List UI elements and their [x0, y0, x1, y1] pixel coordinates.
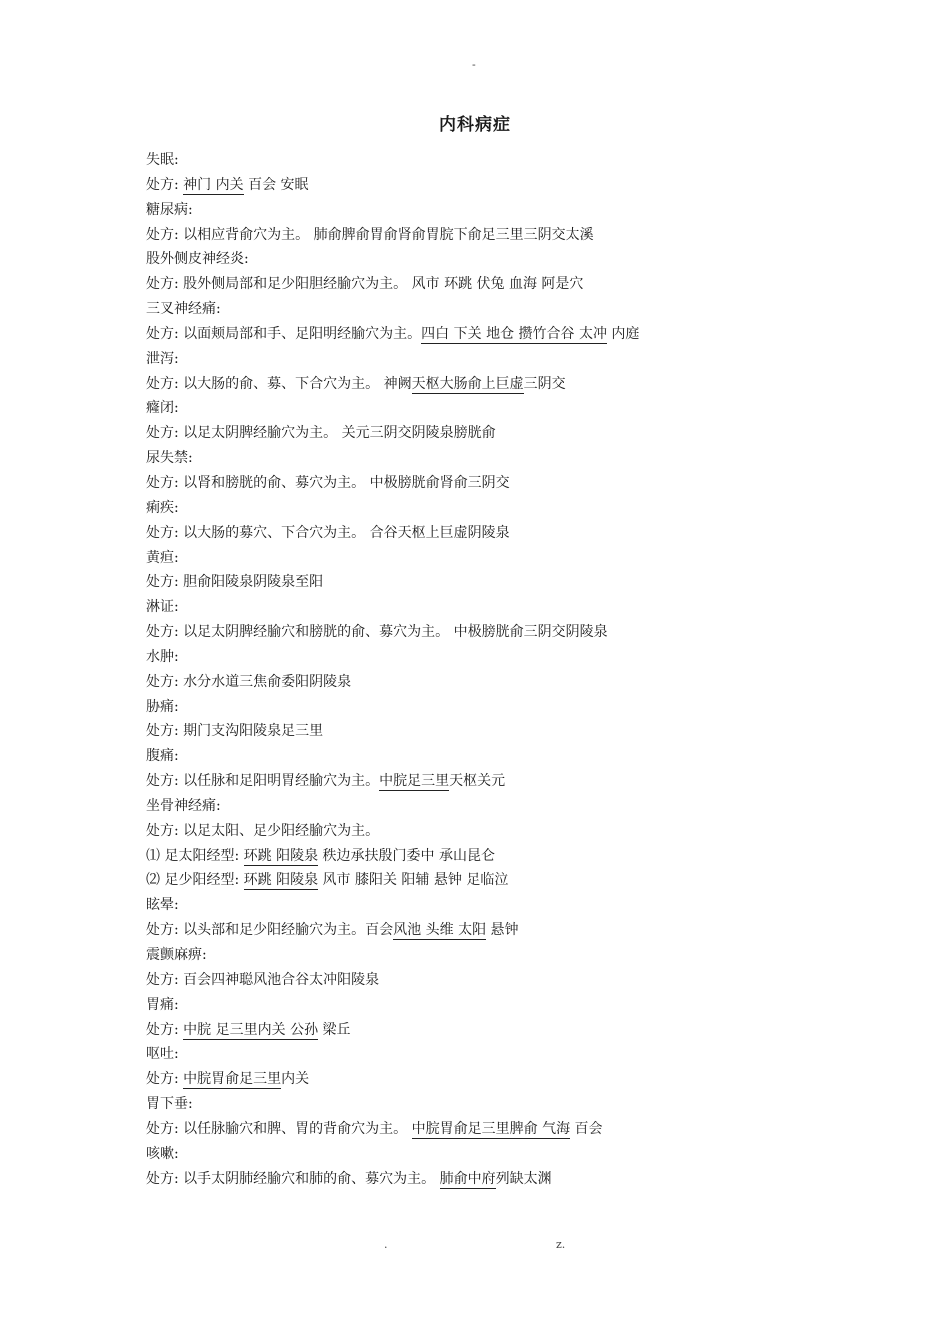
- header-mark: -: [472, 58, 476, 71]
- text-line: [146, 719, 846, 744]
- underlined-segment: 中脘足三里: [379, 773, 450, 790]
- text-segment: 泄泻:: [146, 350, 179, 367]
- text-segment: 内庭: [606, 325, 640, 342]
- underlined-segment: 中脘胃俞足三里: [183, 1071, 282, 1088]
- text-line: [146, 372, 846, 397]
- text-line: [146, 1142, 846, 1167]
- text-segment: 失眠:: [146, 152, 179, 168]
- text-line: [146, 595, 846, 620]
- text-line: [146, 868, 846, 893]
- text-line: [146, 148, 846, 173]
- text-line: [146, 1092, 846, 1117]
- text-line: [146, 173, 846, 198]
- text-line: [146, 198, 846, 223]
- text-segment: 处方: 以足太阳、足少阳经腧穴为主。: [146, 822, 380, 839]
- text-segment: 百会 安眠: [243, 176, 309, 193]
- text-line: [146, 247, 846, 272]
- text-line: [146, 471, 846, 496]
- underlined-segment: 肺俞中府: [439, 1170, 496, 1187]
- underlined-segment: 天枢大肠俞上巨虚: [411, 375, 524, 392]
- text-line: [146, 893, 846, 918]
- text-segment: 天枢关元: [449, 773, 506, 790]
- text-line: [146, 993, 846, 1018]
- text-line: [146, 794, 846, 819]
- underlined-segment: 风池 头维 太阳: [393, 922, 487, 939]
- text-segment: 处方:: [146, 1021, 184, 1038]
- text-segment: 处方: 以大肠的募穴、下合穴为主。 合谷天枢上巨虚阴陵泉: [146, 524, 510, 541]
- text-segment: 处方: 以手太阴肺经腧穴和肺的俞、募穴为主。: [146, 1170, 440, 1187]
- text-segment: 处方: 以面颊局部和手、足阳明经腧穴为主。: [146, 325, 422, 342]
- text-segment: 梁丘: [318, 1021, 351, 1038]
- text-segment: 处方:: [146, 176, 184, 193]
- text-segment: 处方: 期门支沟阳陵泉足三里: [146, 723, 324, 740]
- text-segment: 震颤麻痹:: [146, 947, 207, 963]
- text-line: [146, 570, 846, 595]
- text-segment: 秩边承扶殷门委中 承山昆仑: [318, 847, 495, 864]
- text-segment: 百会: [570, 1120, 603, 1137]
- text-segment: 呕吐:: [146, 1046, 179, 1063]
- text-line: [146, 446, 846, 471]
- text-segment: 眩晕:: [146, 897, 179, 914]
- text-line: [146, 769, 846, 794]
- text-line: [146, 223, 846, 248]
- text-segment: 处方: 以足太阴脾经腧穴为主。 关元三阴交阴陵泉膀胱俞: [146, 425, 496, 442]
- text-line: [146, 272, 846, 297]
- text-line: [146, 546, 846, 571]
- text-segment: 三阴交: [523, 375, 566, 392]
- text-segment: 处方:: [146, 1071, 184, 1088]
- underlined-segment: 神门 内关: [183, 176, 244, 193]
- text-line: [146, 943, 846, 968]
- page-title: 内科病症: [439, 115, 511, 135]
- text-segment: 胃下垂:: [146, 1096, 193, 1113]
- text-segment: 列缺太渊: [495, 1170, 552, 1187]
- text-line: [146, 844, 846, 869]
- text-line: [146, 645, 846, 670]
- text-segment: 处方: 股外侧局部和足少阳胆经腧穴为主。 风市 环跳 伏兔 血海 阿是穴: [146, 276, 584, 293]
- text-segment: 黄疸:: [146, 549, 179, 566]
- text-segment: ⑵ 足少阳经型:: [146, 872, 244, 889]
- text-segment: 股外侧皮神经炎:: [146, 251, 249, 268]
- text-segment: 癃闭:: [146, 400, 179, 417]
- text-segment: 处方: 以足太阴脾经腧穴和膀胱的俞、募穴为主。 中极膀胱俞三阴交阴陵泉: [146, 624, 608, 641]
- underlined-segment: 环跳 阳陵泉: [243, 847, 319, 864]
- text-line: [146, 347, 846, 372]
- text-line: [146, 968, 846, 993]
- text-segment: 处方: 以相应背俞穴为主。 肺俞脾俞胃俞肾俞胃脘下俞足三里三阴交太溪: [146, 226, 594, 243]
- text-segment: 处方: 以头部和足少阳经腧穴为主。百会: [146, 922, 394, 939]
- text-segment: 咳嗽:: [146, 1145, 179, 1162]
- text-segment: 腹痛:: [146, 748, 179, 765]
- text-segment: 水肿:: [146, 648, 179, 665]
- text-segment: 淋证:: [146, 599, 179, 616]
- text-segment: 处方: 水分水道三焦俞委阳阴陵泉: [146, 673, 352, 690]
- text-line: [146, 1117, 846, 1142]
- text-line: [146, 819, 846, 844]
- text-segment: 糖尿病:: [146, 201, 193, 218]
- text-line: [146, 421, 846, 446]
- text-line: [146, 670, 846, 695]
- text-segment: 坐骨神经痛:: [146, 797, 221, 814]
- underlined-segment: 中脘 足三里内关 公孙: [183, 1021, 319, 1038]
- text-segment: 内关: [281, 1071, 310, 1088]
- text-segment: 处方: 以任脉和足阳明胃经腧穴为主。: [146, 773, 380, 790]
- text-segment: 三叉神经痛:: [146, 301, 221, 318]
- text-segment: 悬钟: [486, 922, 519, 939]
- document-body: [146, 148, 846, 1191]
- text-line: [146, 1167, 846, 1192]
- footer-mark-right: z.: [556, 1238, 566, 1251]
- text-segment: 尿失禁:: [146, 450, 193, 467]
- text-line: [146, 322, 846, 347]
- underlined-segment: 环跳 阳陵泉: [243, 872, 319, 889]
- text-line: [146, 396, 846, 421]
- text-segment: 胃痛:: [146, 996, 179, 1013]
- underlined-segment: 四白 下关 地仓 攒竹合谷 太冲: [421, 325, 607, 342]
- text-segment: 处方: 以任脉腧穴和脾、胃的背俞穴为主。: [146, 1120, 412, 1137]
- text-segment: 痢疾:: [146, 499, 179, 516]
- text-segment: 处方: 百会四神聪风池合谷太冲阳陵泉: [146, 971, 380, 988]
- text-segment: 处方: 胆俞阳陵泉阴陵泉至阳: [146, 574, 324, 591]
- text-segment: 处方: 以肾和膀胱的俞、募穴为主。 中极膀胱俞肾俞三阴交: [146, 474, 510, 491]
- text-line: [146, 297, 846, 322]
- text-segment: 胁痛:: [146, 698, 179, 715]
- underlined-segment: 中脘胃俞足三里脾俞 气海: [411, 1120, 571, 1137]
- text-line: [146, 695, 846, 720]
- text-line: [146, 918, 846, 943]
- text-line: [146, 1018, 846, 1043]
- text-segment: ⑴ 足太阳经型:: [146, 847, 244, 864]
- text-line: [146, 496, 846, 521]
- text-segment: 风市 膝阳关 阳辅 悬钟 足临泣: [318, 872, 509, 889]
- footer-mark-left: .: [384, 1238, 388, 1251]
- text-line: [146, 1067, 846, 1092]
- text-line: [146, 744, 846, 769]
- text-segment: 处方: 以大肠的俞、募、下合穴为主。 神阙: [146, 375, 412, 392]
- text-line: [146, 1042, 846, 1067]
- text-line: [146, 620, 846, 645]
- text-line: [146, 521, 846, 546]
